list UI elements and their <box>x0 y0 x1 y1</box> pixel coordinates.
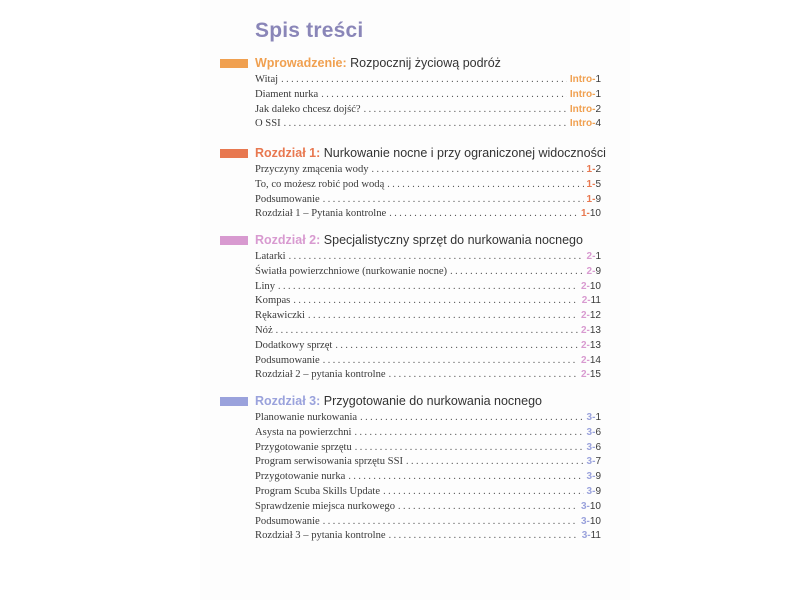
entry-title: Program Scuba Skills Update <box>255 485 381 497</box>
section-label: Rozdział 2: <box>255 233 321 247</box>
entry-page <box>567 73 601 88</box>
dot-leader <box>321 88 567 103</box>
entry-page <box>578 368 601 383</box>
dot-leader <box>308 309 578 324</box>
page-number: 11 <box>590 530 601 542</box>
page-number: 2 <box>595 164 601 175</box>
page-number: 13 <box>589 339 601 351</box>
entry-page <box>584 455 601 470</box>
toc-entry[interactable] <box>255 207 601 222</box>
page-prefix: 1- <box>580 208 590 220</box>
dot-leader <box>289 250 584 265</box>
toc-entry[interactable] <box>255 178 601 193</box>
toc-entry[interactable] <box>255 529 601 544</box>
page-number: 10 <box>589 208 601 220</box>
page-prefix: 3- <box>586 426 596 438</box>
entry-title: Rękawiczki <box>255 310 306 322</box>
page-number: 15 <box>589 369 601 381</box>
page-number: 4 <box>595 118 601 130</box>
section-heading <box>220 232 610 248</box>
page-prefix: Intro- <box>569 74 596 85</box>
entry-page <box>578 500 601 515</box>
entry-title: Podsumowanie <box>255 515 320 527</box>
entry-page <box>584 470 601 485</box>
entry-page <box>578 207 601 222</box>
page-number: 14 <box>589 354 601 366</box>
dot-leader <box>389 368 578 383</box>
page-number: 7 <box>595 456 601 468</box>
entry-title: Podsumowanie <box>255 193 320 205</box>
toc-entry[interactable] <box>255 441 601 456</box>
entry-page <box>578 354 601 369</box>
entry-page <box>578 339 601 354</box>
dot-leader <box>360 411 583 426</box>
entry-title: Przygotowanie nurka <box>255 471 346 483</box>
toc-entry[interactable] <box>255 265 601 280</box>
toc-entry[interactable] <box>255 470 601 485</box>
toc-entry[interactable] <box>255 354 601 369</box>
toc-entry[interactable] <box>255 309 601 324</box>
page-number: 11 <box>590 295 601 307</box>
entry-page <box>567 88 601 103</box>
toc-entry[interactable] <box>255 250 601 265</box>
page-number: 6 <box>595 441 601 453</box>
dot-leader <box>323 193 584 208</box>
section-title: Przygotowanie do nurkowania nocnego <box>323 394 542 408</box>
section-color-bar <box>220 149 248 158</box>
entry-page <box>584 441 601 456</box>
toc-entry[interactable] <box>255 324 601 339</box>
page-number: 9 <box>595 193 601 205</box>
dot-leader <box>323 515 578 530</box>
dot-leader <box>284 117 567 132</box>
section-title: Rozpocznij życiową podróż <box>350 56 501 70</box>
dot-leader <box>389 207 578 222</box>
dot-leader <box>364 103 567 118</box>
toc-entry[interactable] <box>255 455 601 470</box>
dot-leader <box>278 280 578 295</box>
page-number: 1 <box>595 88 601 100</box>
section-heading <box>220 393 610 409</box>
entry-title: Planowanie nurkowania <box>255 412 358 423</box>
entry-page <box>584 411 601 426</box>
page-number: 10 <box>589 280 601 292</box>
entry-title: Kompas <box>255 295 291 307</box>
dot-leader <box>398 500 578 515</box>
entry-page <box>584 250 601 265</box>
dot-leader <box>406 455 584 470</box>
toc-entry[interactable] <box>255 485 601 500</box>
page-prefix: 2- <box>580 339 590 351</box>
entry-title: Asysta na powierzchni <box>255 426 352 438</box>
page-number: 1 <box>595 251 601 262</box>
page-prefix: 2- <box>586 251 596 262</box>
page-prefix: 3- <box>581 530 591 542</box>
page-prefix: 3- <box>580 515 590 527</box>
page-prefix: 1- <box>586 178 596 190</box>
entry-page <box>584 485 601 500</box>
entry-title: Rozdział 2 – pytania kontrolne <box>255 369 386 381</box>
page-number: 6 <box>595 426 601 438</box>
section-label: Rozdział 1: <box>255 146 321 160</box>
toc-entry[interactable] <box>255 411 601 426</box>
page-number: 9 <box>595 265 601 277</box>
page-prefix: Intro- <box>569 103 596 115</box>
toc-entry[interactable] <box>255 294 601 309</box>
toc-entry[interactable] <box>255 280 601 295</box>
page-prefix: 3- <box>586 471 596 483</box>
toc-section-chapter-3 <box>220 393 610 544</box>
page-prefix: Intro- <box>569 118 596 130</box>
section-color-bar <box>220 59 248 68</box>
page-number: 12 <box>589 310 601 322</box>
section-label: Rozdział 3: <box>255 394 321 408</box>
page-number: 9 <box>595 471 601 483</box>
dot-leader <box>355 426 584 441</box>
dot-leader <box>281 73 567 88</box>
dot-leader <box>335 339 578 354</box>
entry-page <box>567 103 601 118</box>
section-color-bar <box>220 236 248 245</box>
entry-page <box>579 529 601 544</box>
entry-title: Światła powierzchniowe (nurkowanie nocne) <box>255 265 448 277</box>
page-prefix: 2- <box>586 265 596 277</box>
dot-leader <box>372 163 584 178</box>
page-number: 9 <box>595 485 601 497</box>
section-title: Specjalistyczny sprzęt do nurkowania nocnego <box>323 233 583 247</box>
entry-title: Nóż <box>255 324 273 336</box>
page-prefix: 3- <box>586 441 596 453</box>
page-prefix: 1- <box>586 193 596 205</box>
toc-entry[interactable] <box>255 515 601 530</box>
entry-title: Sprawdzenie miejsca nurkowego <box>255 500 396 512</box>
entry-title: Rozdział 3 – pytania kontrolne <box>255 530 386 542</box>
page-number: 10 <box>589 500 601 512</box>
page-prefix: 3- <box>586 485 596 497</box>
dot-leader <box>293 294 578 309</box>
page-number: 1 <box>595 412 601 423</box>
page-prefix: 2- <box>581 295 591 307</box>
page-prefix: Intro- <box>569 88 596 100</box>
entry-page <box>578 324 601 339</box>
page-prefix: 2- <box>580 354 590 366</box>
page-prefix: 3- <box>586 456 596 468</box>
entry-title: O SSI <box>255 118 281 130</box>
dot-leader <box>355 441 584 456</box>
entry-page <box>578 309 601 324</box>
toc-entry[interactable] <box>255 368 601 383</box>
dot-leader <box>389 529 579 544</box>
dot-leader <box>276 324 578 339</box>
entry-title: Diament nurka <box>255 88 319 100</box>
entry-page <box>579 294 601 309</box>
entry-page <box>584 193 601 208</box>
section-heading <box>220 145 610 161</box>
entry-page <box>567 117 601 132</box>
entry-title: Dodatkowy sprzęt <box>255 339 333 351</box>
entry-title: Przygotowanie sprzętu <box>255 441 352 453</box>
entry-title: Jak daleko chcesz dojść? <box>255 103 361 115</box>
page-title: Spis treści <box>255 19 364 42</box>
entry-title: To, co możesz robić pod wodą <box>255 178 385 190</box>
toc-entry[interactable] <box>255 163 601 178</box>
page-prefix: 2- <box>580 280 590 292</box>
page-prefix: 2- <box>580 310 590 322</box>
toc-entry[interactable] <box>255 426 601 441</box>
section-color-bar <box>220 397 248 406</box>
toc-entry[interactable] <box>255 500 601 515</box>
entry-title: Rozdział 1 – Pytania kontrolne <box>255 208 387 220</box>
entry-page <box>584 178 601 193</box>
page-number: 1 <box>595 74 601 85</box>
page-number: 5 <box>595 178 601 190</box>
page-prefix: 2- <box>580 369 590 381</box>
page-prefix: 3- <box>586 412 596 423</box>
toc-entry[interactable] <box>255 88 601 103</box>
section-heading <box>220 55 610 71</box>
entry-title: Liny <box>255 280 276 292</box>
toc-entry[interactable] <box>255 103 601 118</box>
entry-page <box>584 163 601 178</box>
page-number: 2 <box>595 103 601 115</box>
entry-title: Witaj <box>255 74 279 85</box>
page-prefix: 3- <box>580 500 590 512</box>
page-number: 10 <box>589 515 601 527</box>
entry-page <box>578 515 601 530</box>
toc-section-chapter-1 <box>220 145 610 222</box>
entry-page <box>584 426 601 441</box>
page-prefix: 2- <box>580 324 590 336</box>
dot-leader <box>387 178 583 193</box>
toc-entry[interactable] <box>255 73 601 88</box>
page-prefix: 1- <box>586 164 596 175</box>
entry-title: Program serwisowania sprzętu SSI <box>255 456 403 468</box>
toc-entry[interactable] <box>255 193 601 208</box>
dot-leader <box>383 485 583 500</box>
section-title: Nurkowanie nocne i przy ograniczonej widoczności <box>323 146 606 160</box>
toc-section-chapter-2 <box>220 232 610 383</box>
toc-entry[interactable] <box>255 339 601 354</box>
entry-title: Przyczyny zmącenia wody <box>255 164 369 175</box>
dot-leader <box>450 265 583 280</box>
entry-page <box>578 280 601 295</box>
toc-section-intro <box>220 55 610 132</box>
entry-title: Podsumowanie <box>255 354 320 366</box>
toc-entry[interactable] <box>255 117 601 132</box>
section-label: Wprowadzenie: <box>255 56 347 70</box>
entry-page <box>584 265 601 280</box>
entry-title: Latarki <box>255 251 286 262</box>
page-number: 13 <box>589 324 601 336</box>
dot-leader <box>323 354 578 369</box>
dot-leader <box>348 470 583 485</box>
